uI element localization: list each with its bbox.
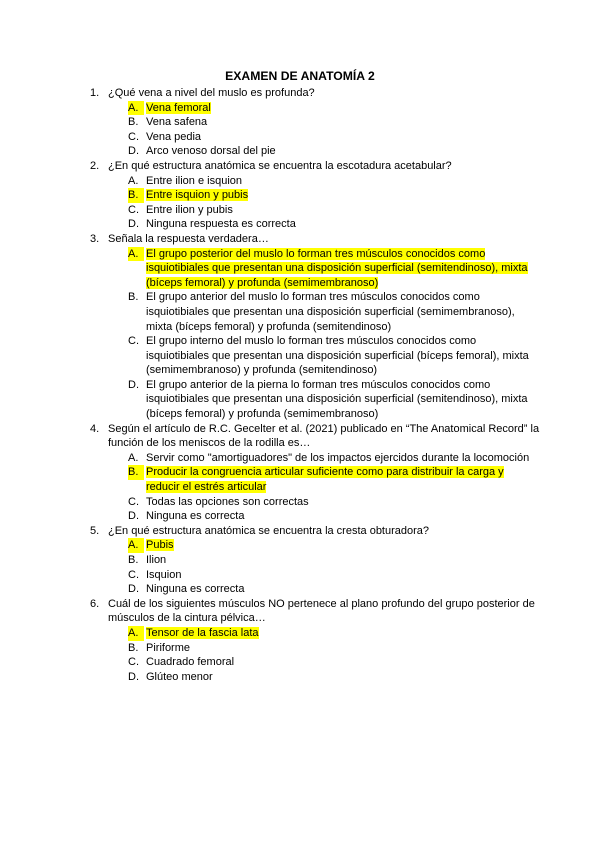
option-text: Ilion	[146, 554, 167, 566]
option-letter: B.	[128, 188, 144, 203]
option-letter: C.	[128, 203, 139, 216]
option-text: El grupo anterior de la pierna lo forman tres músculos conocidos como isquiotibiales que presentan una disposición superficial (semitendinoso), mixta (bíceps femoral) y profunda (semimembranoso)	[146, 378, 528, 421]
question-number: 3.	[90, 232, 100, 245]
option-a	[128, 538, 540, 553]
option-d	[128, 378, 540, 422]
option-letter: A.	[128, 247, 144, 262]
option-letter: A.	[128, 451, 139, 464]
option-text: Servir como "amortiguadores" de los impactos ejercidos durante la locomoción	[146, 451, 530, 464]
question-text: ¿En qué estructura anatómica se encuentra la escotadura acetabular?	[108, 159, 452, 172]
option-text: Cuadrado femoral	[146, 656, 235, 669]
option-text-highlighted: Pubis	[146, 539, 174, 552]
option-b	[128, 641, 540, 656]
question-3	[90, 232, 540, 422]
option-text-highlighted: Vena femoral	[146, 101, 211, 114]
option-letter: B.	[128, 291, 139, 304]
option-letter: B.	[128, 641, 139, 654]
option-c	[128, 655, 540, 670]
option-text: Piriforme	[146, 641, 191, 654]
question-5	[90, 524, 540, 597]
question-text: Señala la respuesta verdadera…	[108, 232, 269, 245]
option-a	[128, 101, 540, 116]
option-d	[128, 217, 540, 232]
option-letter: B.	[128, 116, 139, 129]
option-letter: D.	[128, 145, 139, 158]
option-b	[128, 290, 540, 334]
option-text: Vena pedia	[146, 130, 202, 143]
option-letter: B.	[128, 554, 139, 566]
option-d	[128, 582, 540, 597]
option-a	[128, 174, 540, 189]
option-d	[128, 670, 540, 685]
question-number: 2.	[90, 159, 100, 172]
option-text: Arco venoso dorsal del pie	[146, 145, 276, 158]
option-text: Entre ilion e isquion	[146, 174, 243, 187]
option-letter: C.	[128, 656, 139, 669]
question-text: ¿Qué vena a nivel del muslo es profunda?	[108, 87, 315, 99]
option-c	[128, 334, 540, 378]
option-letter: A.	[128, 174, 139, 187]
option-letter: A.	[128, 538, 144, 553]
question-text: Según el artículo de R.C. Gecelter et al. (2021) publicado en “The Anatomical Record” la función de los meniscos de la rodilla es…	[108, 422, 540, 450]
option-letter: A.	[128, 101, 144, 116]
question-1	[90, 86, 540, 159]
option-b	[128, 115, 540, 130]
option-letter: D.	[128, 583, 139, 596]
option-letter: C.	[128, 130, 139, 143]
question-4	[90, 422, 540, 524]
option-text: Todas las opciones son correctas	[146, 495, 309, 508]
question-6	[90, 597, 540, 685]
option-text-highlighted: Entre isquion y pubis	[146, 189, 249, 202]
option-letter: C.	[128, 335, 139, 348]
option-d	[128, 509, 540, 524]
question-number: 1.	[90, 87, 100, 99]
option-d	[128, 144, 540, 159]
option-text-highlighted: El grupo posterior del muslo lo forman tres músculos conocidos como isquiotibiales que presentan una disposición superficial (semitendinoso), mixta (bíceps femoral) y profunda (semimembranoso)	[146, 247, 528, 289]
option-list	[108, 247, 540, 422]
option-c	[128, 495, 540, 510]
option-letter: D.	[128, 510, 139, 523]
option-text: El grupo interno del muslo lo forman tres músculos conocidos como isquiotibiales que presentan una disposición superficial (bíceps femoral), mixta (semimembranoso) y profunda (semitendinoso)	[146, 335, 529, 377]
option-text: Entre ilion y pubis	[146, 203, 233, 216]
option-text: El grupo anterior del muslo lo forman tres músculos conocidos como isquiotibiales que presentan una disposición superficial (semimembranoso), mixta (bíceps femoral) y profunda (semitendinoso)	[146, 291, 515, 333]
option-list	[108, 538, 540, 596]
option-letter: C.	[128, 495, 139, 508]
question-text: ¿En qué estructura anatómica se encuentra la cresta obturadora?	[108, 524, 430, 537]
option-b	[128, 465, 540, 494]
option-list	[108, 174, 540, 232]
option-letter: A.	[128, 626, 144, 641]
option-text: Vena safena	[146, 116, 208, 129]
option-letter: D.	[128, 378, 139, 391]
option-c	[128, 203, 540, 218]
option-letter: D.	[128, 218, 139, 231]
option-text: Glúteo menor	[146, 670, 213, 683]
option-c	[128, 568, 540, 583]
option-text: Isquion	[146, 568, 182, 581]
option-letter: D.	[128, 670, 139, 683]
option-c	[128, 130, 540, 145]
question-list	[90, 86, 540, 684]
question-2	[90, 159, 540, 232]
option-letter: B.	[128, 465, 144, 480]
option-b	[128, 553, 540, 568]
question-number: 4.	[90, 422, 100, 435]
question-number: 6.	[90, 597, 100, 610]
option-text-highlighted: Producir la congruencia articular suficiente como para distribuir la carga y reducir el estrés articular	[146, 466, 504, 494]
option-text-highlighted: Tensor de la fascia lata	[146, 626, 259, 639]
option-a	[128, 451, 540, 466]
option-text: Ninguna es correcta	[146, 510, 245, 523]
option-b	[128, 188, 540, 203]
question-number: 5.	[90, 524, 100, 537]
option-list	[108, 101, 540, 159]
option-a	[128, 626, 540, 641]
question-text: Cuál de los siguientes músculos NO pertenece al plano profundo del grupo posterior de músculos de la cintura pélvica…	[108, 597, 535, 625]
option-letter: C.	[128, 568, 139, 581]
option-text: Ninguna respuesta es correcta	[146, 218, 296, 231]
option-list	[108, 626, 540, 684]
exam-title: EXAMEN DE ANATOMÍA 2	[225, 69, 375, 83]
option-text: Ninguna es correcta	[146, 583, 245, 596]
option-list	[108, 451, 540, 524]
option-a	[128, 247, 540, 291]
